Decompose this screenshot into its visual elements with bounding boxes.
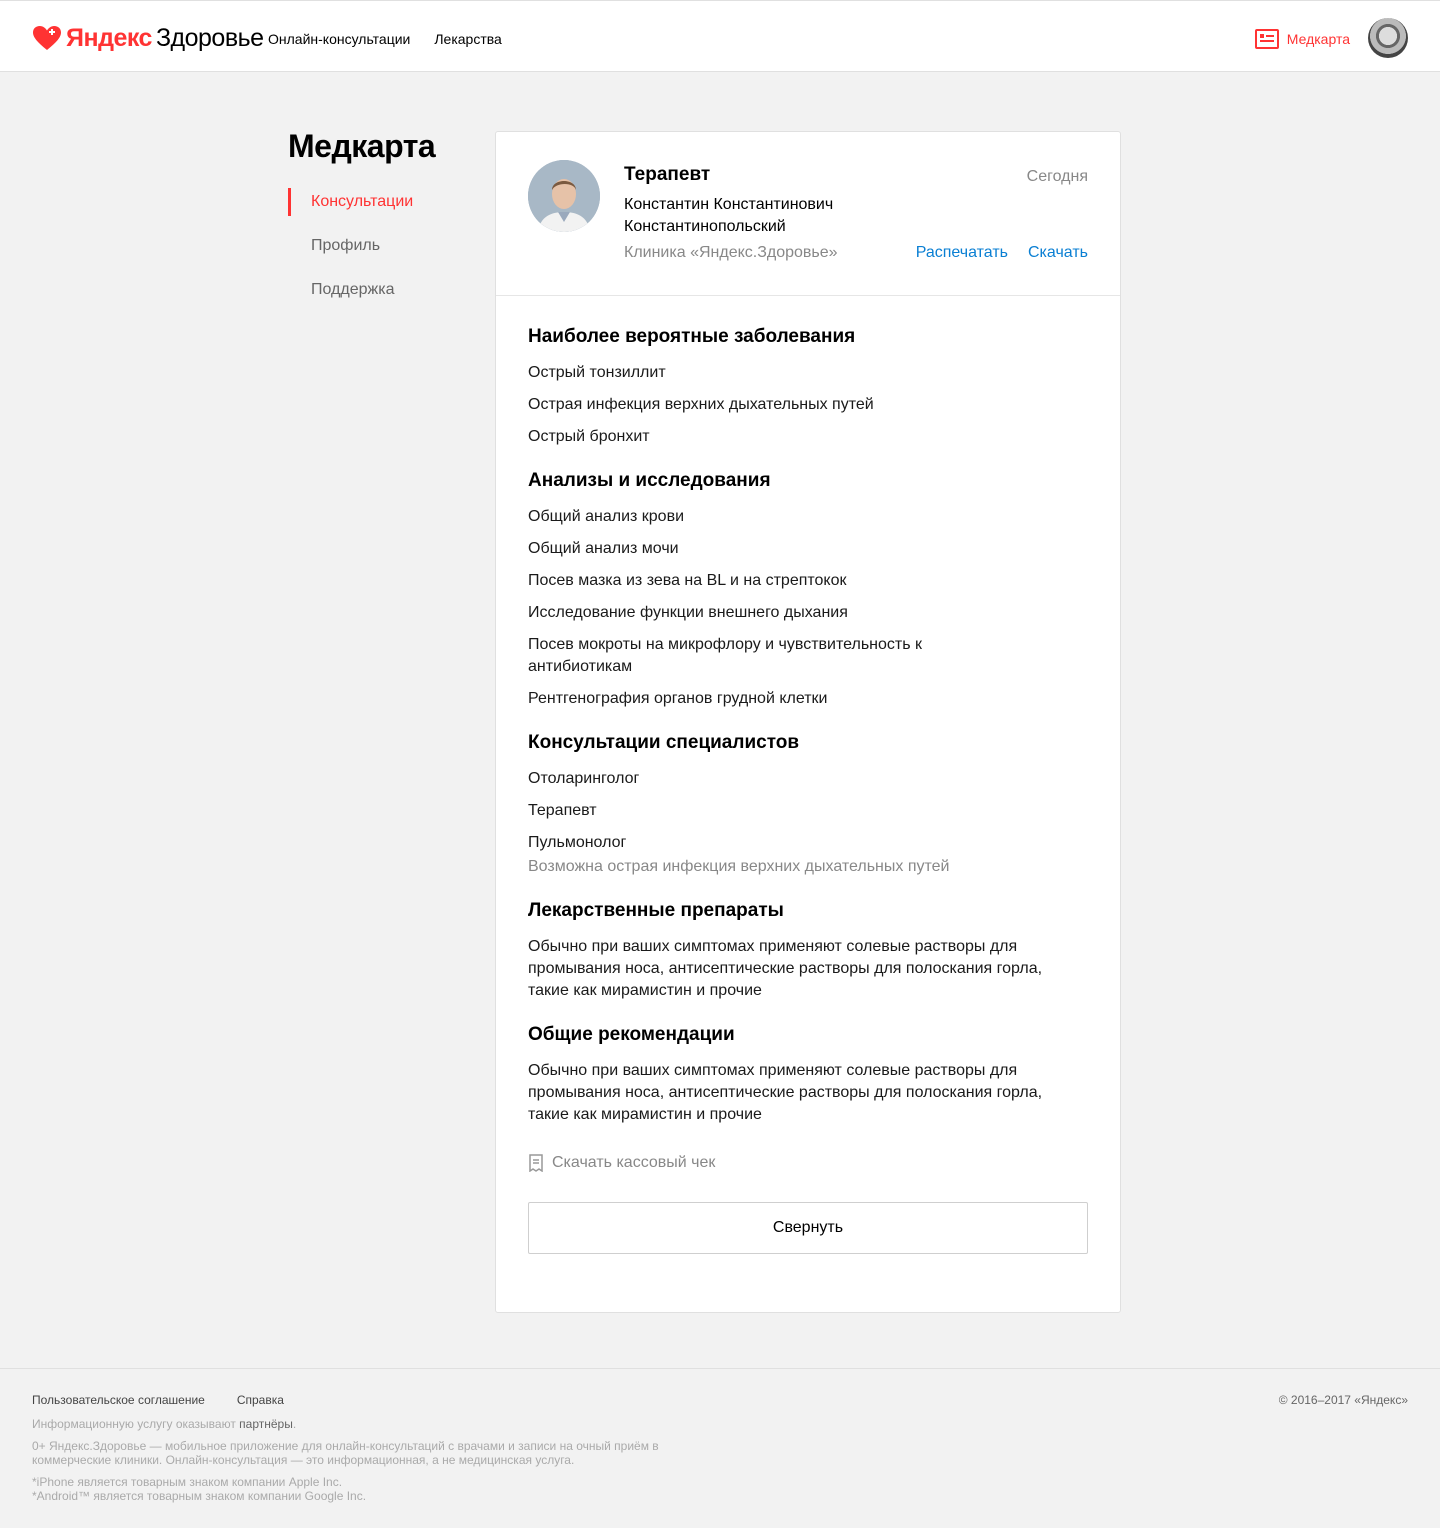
- nav-online-consultations[interactable]: Онлайн-консультации: [268, 31, 411, 47]
- drugs-text: Обычно при ваших симптомах применяют солевые растворы для промывания носа, антисептические растворы для полоскания горла, такие как мирамистин и прочие: [528, 938, 1043, 999]
- top-header: [0, 0, 1440, 72]
- trademark-iphone: *iPhone является товарным знаком компании Apple Inc.: [32, 1475, 343, 1489]
- section-title: Лекарственные препараты: [528, 900, 784, 921]
- main-nav: [268, 31, 502, 47]
- download-receipt-link[interactable]: [528, 1154, 1088, 1172]
- help-link[interactable]: Справка: [236, 1393, 284, 1407]
- list-item: Острый тонзиллит: [528, 364, 666, 381]
- receipt-label: Скачать кассовый чек: [552, 1154, 716, 1171]
- recommendations-section: [528, 1024, 1088, 1126]
- consultation-body: [496, 296, 1120, 1254]
- list-item: Терапевт: [528, 802, 597, 819]
- consultation-header: [496, 132, 1120, 296]
- list-item: Острый бронхит: [528, 428, 650, 445]
- logo[interactable]: [32, 23, 264, 53]
- footer-description: 0+ Яндекс.Здоровье — мобильное приложение для онлайн-консультаций с врачами и записи на очный приём в коммерческие клиники. Онлайн-консультация — это информационная, а не медицинская услуга.: [32, 1439, 659, 1467]
- receipt-icon: [528, 1154, 544, 1172]
- list-item: Острая инфекция верхних дыхательных путей: [528, 396, 874, 413]
- sidebar-item-support[interactable]: Поддержка: [311, 281, 395, 298]
- nav-medicines[interactable]: Лекарства: [434, 31, 502, 47]
- collapse-button[interactable]: Свернуть: [528, 1202, 1088, 1254]
- list-item: Рентгенография органов грудной клетки: [528, 690, 828, 707]
- copyright: © 2016–2017 «Яндекс»: [1278, 1393, 1408, 1407]
- user-avatar[interactable]: [1368, 18, 1408, 58]
- specialist-note: Возможна острая инфекция верхних дыхательных путей: [528, 858, 950, 875]
- list-item: Посев мазка из зева на BL и на стрептокок: [528, 572, 847, 589]
- doctor-portrait-icon: [528, 160, 600, 232]
- sidebar-item-consultations[interactable]: Консультации: [288, 188, 468, 216]
- diseases-section: [528, 326, 1088, 448]
- logo-product-text: Здоровье: [155, 23, 264, 52]
- info-suffix: .: [292, 1417, 297, 1431]
- footer-links: [32, 1393, 284, 1407]
- clinic-name: Клиника «Яндекс.Здоровье»: [624, 244, 838, 261]
- doctor-specialty: Терапевт: [624, 164, 711, 185]
- heart-logo-icon: [32, 25, 62, 51]
- page-title: Медкарта: [288, 128, 436, 164]
- trademark-android: *Android™ является товарным знаком компании Google Inc.: [32, 1489, 367, 1503]
- list-item: Отоларинголог: [528, 770, 640, 787]
- footer: [0, 1368, 1440, 1528]
- logo-brand-text: Яндекс: [66, 23, 152, 52]
- list-item: Пульмонолог: [528, 834, 627, 851]
- medcard-label: Медкарта: [1286, 31, 1350, 47]
- doctor-photo: [528, 160, 600, 232]
- info-prefix: Информационную услугу оказывают: [32, 1417, 236, 1431]
- medcard-link[interactable]: [1255, 29, 1350, 49]
- consultation-actions: [916, 244, 1088, 262]
- list-item: Посев мокроты на микрофлору и чувствительность к антибиотикам: [528, 636, 922, 675]
- sidebar-menu: [288, 188, 468, 320]
- user-agreement-link[interactable]: Пользовательское соглашение: [32, 1393, 205, 1407]
- list-item: Исследование функции внешнего дыхания: [528, 604, 848, 621]
- specialists-section: [528, 732, 1088, 878]
- consultation-date: Сегодня: [1026, 168, 1088, 185]
- download-link[interactable]: Скачать: [1028, 244, 1088, 261]
- print-link[interactable]: Распечатать: [915, 244, 1008, 261]
- sidebar-item-profile[interactable]: Профиль: [311, 237, 381, 254]
- footer-trademarks: [32, 1475, 366, 1503]
- section-title: Общие рекомендации: [528, 1024, 735, 1045]
- consultation-card: [495, 131, 1121, 1313]
- list-item: Общий анализ мочи: [528, 540, 679, 557]
- medcard-icon: [1255, 29, 1279, 49]
- list-item: Общий анализ крови: [528, 508, 685, 525]
- section-title: Наиболее вероятные заболевания: [528, 326, 856, 347]
- drugs-section: [528, 900, 1088, 1002]
- doctor-name: Константин Константинович Константинопольский: [624, 196, 834, 235]
- partners-link[interactable]: партнёры: [239, 1417, 293, 1431]
- recommendations-text: Обычно при ваших симптомах применяют солевые растворы для промывания носа, антисептические растворы для полоскания горла, такие как мирамистин и прочие: [528, 1062, 1043, 1123]
- section-title: Анализы и исследования: [528, 470, 771, 491]
- tests-section: [528, 470, 1088, 710]
- section-title: Консультации специалистов: [528, 732, 800, 753]
- footer-info: [32, 1417, 296, 1431]
